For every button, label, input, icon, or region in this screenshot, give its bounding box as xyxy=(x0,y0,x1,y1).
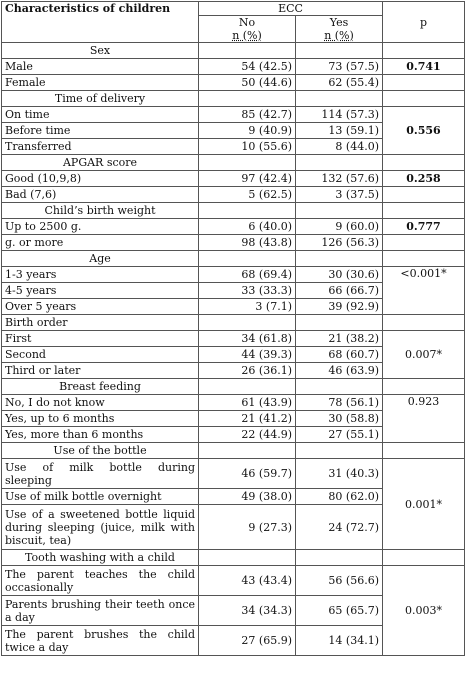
row-label: Before time xyxy=(2,123,199,139)
no-value: 34 (61.8) xyxy=(199,331,296,347)
header-no-n: n (%) xyxy=(232,29,262,42)
p-value: 0.003* xyxy=(383,566,465,656)
no-value: 49 (38.0) xyxy=(199,489,296,505)
row-label: First xyxy=(2,331,199,347)
no-value: 9 (40.9) xyxy=(199,123,296,139)
no-value: 61 (43.9) xyxy=(199,395,296,411)
no-value: 6 (40.0) xyxy=(199,219,296,235)
yes-value: 30 (30.6) xyxy=(296,267,383,283)
yes-value: 13 (59.1) xyxy=(296,123,383,139)
characteristics-table xyxy=(1,1,465,656)
row-label: Female xyxy=(2,75,199,91)
table-row xyxy=(2,187,465,203)
section-title: Child’s birth weight xyxy=(2,203,199,219)
no-value: 21 (41.2) xyxy=(199,411,296,427)
yes-value: 8 (44.0) xyxy=(296,139,383,155)
yes-value: 78 (56.1) xyxy=(296,395,383,411)
row-label: Over 5 years xyxy=(2,299,199,315)
section-title: Tooth washing with a child xyxy=(2,550,199,566)
no-value: 46 (59.7) xyxy=(199,459,296,489)
p-value: <0.001* xyxy=(383,267,465,315)
yes-value: 30 (58.8) xyxy=(296,411,383,427)
p-value: 0.001* xyxy=(383,459,465,550)
no-value: 22 (44.9) xyxy=(199,427,296,443)
p-value: 0.923 xyxy=(383,395,465,443)
table-row xyxy=(2,395,465,411)
table-row xyxy=(2,566,465,596)
p-value: 0.556 xyxy=(383,107,465,155)
section-row-sex xyxy=(2,43,465,59)
table-row xyxy=(2,171,465,187)
yes-value: 66 (66.7) xyxy=(296,283,383,299)
row-label: Yes, more than 6 months xyxy=(2,427,199,443)
no-value: 97 (42.4) xyxy=(199,171,296,187)
header-no-label: No xyxy=(238,16,256,29)
table-row xyxy=(2,267,465,283)
header-yes-n: n (%) xyxy=(324,29,354,42)
header-p: p xyxy=(383,2,465,43)
no-value: 44 (39.3) xyxy=(199,347,296,363)
row-label: Parents brushing their teeth once a day xyxy=(2,596,199,626)
yes-value: 73 (57.5) xyxy=(296,59,383,75)
section-row-birth-order xyxy=(2,315,465,331)
section-row-tooth-washing xyxy=(2,550,465,566)
row-label: The parent brushes the child twice a day xyxy=(2,626,199,656)
section-title: Use of the bottle xyxy=(2,443,199,459)
header-yes xyxy=(296,16,383,43)
row-label: The parent teaches the child occasionally xyxy=(2,566,199,596)
yes-value: 80 (62.0) xyxy=(296,489,383,505)
section-title: APGAR score xyxy=(2,155,199,171)
no-value: 34 (34.3) xyxy=(199,596,296,626)
section-title: Age xyxy=(2,251,199,267)
table-row xyxy=(2,59,465,75)
no-value: 85 (42.7) xyxy=(199,107,296,123)
section-row-bottle xyxy=(2,443,465,459)
header-ecc: ECC xyxy=(199,2,383,16)
yes-value: 56 (56.6) xyxy=(296,566,383,596)
no-value: 10 (55.6) xyxy=(199,139,296,155)
row-label: No, I do not know xyxy=(2,395,199,411)
yes-value: 9 (60.0) xyxy=(296,219,383,235)
section-title: Birth order xyxy=(2,315,199,331)
yes-value: 126 (56.3) xyxy=(296,235,383,251)
yes-value: 21 (38.2) xyxy=(296,331,383,347)
row-label: Use of a sweetened bottle liquid during sleeping (juice, milk with biscuit, tea) xyxy=(2,505,199,550)
table-row xyxy=(2,219,465,235)
no-value: 33 (33.3) xyxy=(199,283,296,299)
row-label: Use of milk bottle during sleeping xyxy=(2,459,199,489)
section-title: Time of delivery xyxy=(2,91,199,107)
table-row xyxy=(2,107,465,123)
no-value: 26 (36.1) xyxy=(199,363,296,379)
row-label: Third or later xyxy=(2,363,199,379)
row-label: Bad (7,6) xyxy=(2,187,199,203)
row-label: Second xyxy=(2,347,199,363)
row-label: g. or more xyxy=(2,235,199,251)
p-value: 0.777 xyxy=(383,219,465,235)
header-row-1 xyxy=(2,2,465,16)
no-value: 54 (42.5) xyxy=(199,59,296,75)
header-characteristics: Characteristics of children xyxy=(2,2,199,43)
row-label: Transferred xyxy=(2,139,199,155)
yes-value: 3 (37.5) xyxy=(296,187,383,203)
no-value: 27 (65.9) xyxy=(199,626,296,656)
table-row xyxy=(2,331,465,347)
row-label: 4-5 years xyxy=(2,283,199,299)
yes-value: 39 (92.9) xyxy=(296,299,383,315)
yes-value: 14 (34.1) xyxy=(296,626,383,656)
no-value: 98 (43.8) xyxy=(199,235,296,251)
no-value: 5 (62.5) xyxy=(199,187,296,203)
no-value: 68 (69.4) xyxy=(199,267,296,283)
row-label: Good (10,9,8) xyxy=(2,171,199,187)
yes-value: 114 (57.3) xyxy=(296,107,383,123)
no-value: 50 (44.6) xyxy=(199,75,296,91)
p-value: 0.741 xyxy=(383,59,465,75)
section-row-breast-feeding xyxy=(2,379,465,395)
row-label: 1-3 years xyxy=(2,267,199,283)
header-yes-label: Yes xyxy=(329,16,349,29)
p-value: 0.258 xyxy=(383,171,465,187)
no-value: 9 (27.3) xyxy=(199,505,296,550)
row-label: Use of milk bottle overnight xyxy=(2,489,199,505)
table-row xyxy=(2,75,465,91)
section-title: Sex xyxy=(2,43,199,59)
table-row xyxy=(2,459,465,489)
yes-value: 31 (40.3) xyxy=(296,459,383,489)
yes-value: 24 (72.7) xyxy=(296,505,383,550)
section-row-age xyxy=(2,251,465,267)
yes-value: 27 (55.1) xyxy=(296,427,383,443)
row-label: Male xyxy=(2,59,199,75)
no-value: 43 (43.4) xyxy=(199,566,296,596)
yes-value: 132 (57.6) xyxy=(296,171,383,187)
yes-value: 65 (65.7) xyxy=(296,596,383,626)
p-value: 0.007* xyxy=(383,331,465,379)
table-row xyxy=(2,235,465,251)
section-title: Breast feeding xyxy=(2,379,199,395)
row-label: Yes, up to 6 months xyxy=(2,411,199,427)
yes-value: 62 (55.4) xyxy=(296,75,383,91)
yes-value: 46 (63.9) xyxy=(296,363,383,379)
row-label: Up to 2500 g. xyxy=(2,219,199,235)
section-row-time-of-delivery xyxy=(2,91,465,107)
no-value: 3 (7.1) xyxy=(199,299,296,315)
section-row-birth-weight xyxy=(2,203,465,219)
header-no xyxy=(199,16,296,43)
yes-value: 68 (60.7) xyxy=(296,347,383,363)
row-label: On time xyxy=(2,107,199,123)
section-row-apgar xyxy=(2,155,465,171)
